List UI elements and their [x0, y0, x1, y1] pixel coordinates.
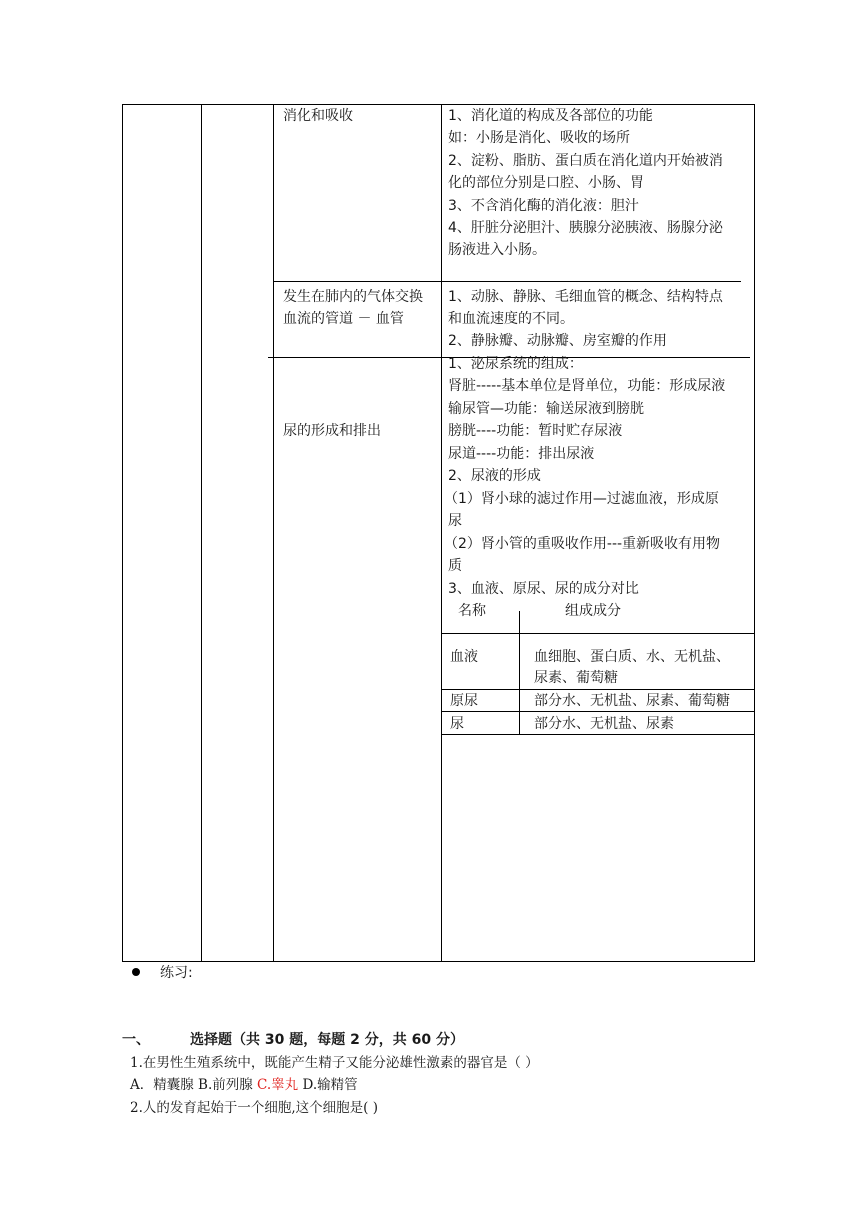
comparison-row-components: 血细胞、蛋白质、水、无机盐、 — [534, 649, 730, 665]
comparison-header-components: 组成成分 — [565, 603, 621, 619]
comparison-row-components: 部分水、无机盐、尿素、葡萄糖 — [534, 693, 730, 709]
content-line: 3、不含消化酶的消化液：胆汁 — [448, 198, 639, 214]
content-line: 2、静脉瓣、动脉瓣、房室瓣的作用 — [448, 333, 667, 349]
comparison-row-components: 尿素、葡萄糖 — [534, 670, 618, 686]
topic-urine: 尿的形成和排出 — [283, 423, 381, 439]
topic-blood-vessels: 血流的管道 － 血管 — [283, 311, 404, 327]
comparison-row-components: 部分水、无机盐、尿素 — [534, 716, 674, 732]
content-line: 尿道----功能：排出尿液 — [448, 446, 595, 462]
subtable-header-line — [441, 633, 754, 634]
comparison-row-name: 尿 — [450, 716, 464, 732]
topic-digestion: 消化和吸收 — [283, 108, 353, 124]
content-line: 质 — [448, 558, 462, 574]
content-line: 2、淀粉、脂肪、蛋白质在消化道内开始被消 — [448, 153, 723, 169]
content-line: 化的部位分别是口腔、小肠、胃 — [448, 175, 644, 191]
question-1-stem: 1.在男性生殖系统中，既能产生精子又能分泌雄性激素的器官是（ ） — [130, 1055, 539, 1071]
topic-gas-exchange: 发生在肺内的气体交换 — [283, 289, 423, 305]
question-1-answer: C.睾丸 — [257, 1077, 299, 1093]
question-2-stem: 2.人的发育起始于一个细胞,这个细胞是( ) — [130, 1100, 378, 1116]
table-col-divider-1 — [201, 104, 202, 962]
content-line: 肠液进入小肠。 — [448, 242, 546, 258]
content-line: 4、肝脏分泌胆汁、胰腺分泌胰液、肠腺分泌 — [448, 220, 723, 236]
content-line: （1）肾小球的滤过作用—过滤血液，形成原 — [444, 491, 719, 507]
comparison-header-name: 名称 — [458, 603, 486, 619]
table-col-divider-3 — [441, 104, 442, 962]
content-line: 1、动脉、静脉、毛细血管的概念、结构特点 — [448, 289, 723, 305]
comparison-row-name: 原尿 — [450, 693, 478, 709]
content-line: 如：小肠是消化、吸收的场所 — [448, 130, 630, 146]
content-line: （2）肾小管的重吸收作用---重新吸收有用物 — [444, 536, 721, 552]
content-line: 1、泌尿系统的组成： — [448, 356, 583, 372]
table-border-left — [122, 104, 123, 962]
content-line: 输尿管—功能：输送尿液到膀胱 — [448, 401, 644, 417]
question-1-options-text: D.输精管 — [298, 1077, 358, 1093]
table-border-right — [754, 104, 755, 962]
section-number: 一、 — [122, 1032, 150, 1048]
row-separator-1 — [273, 281, 741, 282]
content-line: 3、血液、原尿、尿的成分对比 — [448, 581, 639, 597]
table-border-bottom — [122, 961, 754, 962]
table-col-divider-2 — [273, 104, 274, 962]
subtable-col-divider — [519, 611, 520, 735]
bullet-icon — [132, 968, 140, 976]
practice-label: 练习: — [160, 965, 193, 981]
content-line: 和血流速度的不同。 — [448, 311, 574, 327]
content-line: 尿 — [448, 513, 462, 529]
content-line: 2、尿液的形成 — [448, 468, 541, 484]
content-line: 1、消化道的构成及各部位的功能 — [448, 108, 653, 124]
question-1-options — [130, 1074, 358, 1096]
section-title: 选择题（共 30 题，每题 2 分，共 60 分） — [190, 1032, 464, 1048]
content-line: 肾脏-----基本单位是肾单位，功能：形成尿液 — [448, 378, 726, 394]
table-border-top — [122, 104, 754, 105]
content-line: 膀胱----功能：暂时贮存尿液 — [448, 423, 623, 439]
comparison-row-name: 血液 — [450, 649, 478, 665]
question-1-options-text: A．精囊腺 B.前列腺 — [130, 1077, 258, 1093]
